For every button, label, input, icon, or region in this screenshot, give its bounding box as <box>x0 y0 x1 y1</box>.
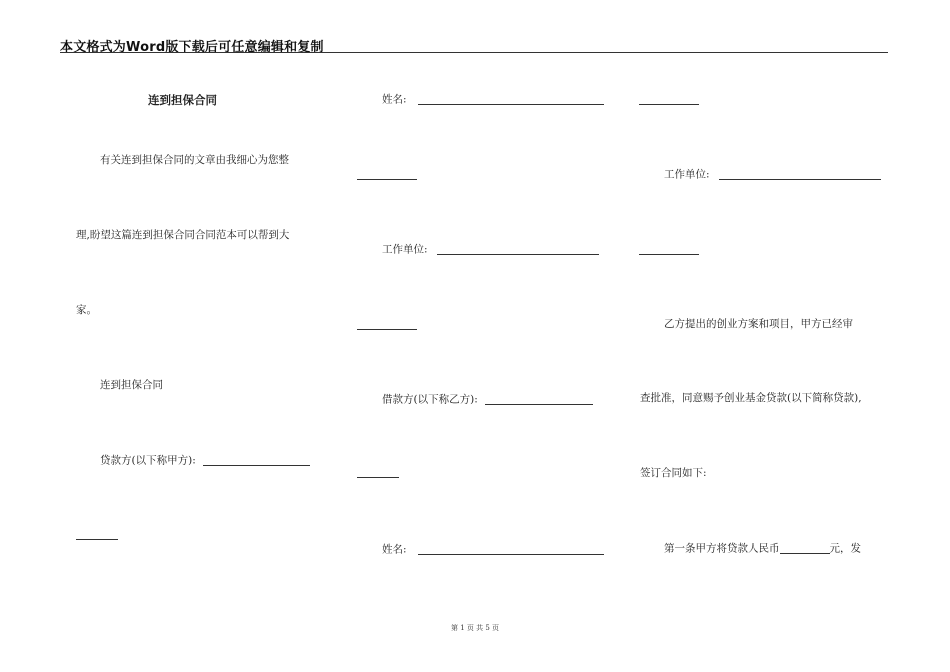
work-unit-field-1 <box>382 244 599 255</box>
lender-blank <box>203 455 310 466</box>
para-line-1: 乙方提出的创业方案和项目，甲方已经审 <box>664 318 853 330</box>
borrower-blank <box>485 394 593 405</box>
borrower-label: 借款方(以下称乙方): <box>382 393 478 406</box>
work-unit-blank-1 <box>437 244 599 255</box>
name-label-1: 姓名: <box>382 93 407 106</box>
intro-line-1: 有关连到担保合同的文章由我细心为您整 <box>100 154 289 166</box>
borrower-field <box>382 394 593 405</box>
name-continuation-blank-1 <box>357 179 417 180</box>
clause-1 <box>664 543 861 554</box>
name-continuation-blank-2 <box>639 104 699 105</box>
name-blank-2 <box>418 544 604 555</box>
para-line-2: 查批准，同意赐予创业基金贷款(以下简称贷款), <box>640 392 862 404</box>
lender-field <box>100 455 310 466</box>
work-unit-continuation-blank-1 <box>357 329 417 330</box>
work-unit-field-2 <box>664 169 881 180</box>
clause-1-text-a: 第一条甲方将贷款人民币 <box>664 542 780 555</box>
work-unit-label-2: 工作单位: <box>664 168 710 181</box>
contract-subtitle: 连到担保合同 <box>100 379 163 391</box>
name-field-2 <box>382 544 604 555</box>
header-rule <box>60 52 888 53</box>
name-label-2: 姓名: <box>382 543 407 556</box>
clause-1-text-b: 元，发 <box>829 542 861 555</box>
loan-amount-blank <box>780 543 830 554</box>
para-line-3: 签订合同如下: <box>640 467 707 479</box>
page-footer: 第 1 页 共 5 页 <box>450 624 500 632</box>
intro-line-3: 家。 <box>76 304 97 316</box>
document-header: 本文格式为Word版下载后可任意编辑和复制 <box>60 40 324 55</box>
work-unit-label-1: 工作单位: <box>382 243 428 256</box>
lender-continuation-blank <box>76 539 118 540</box>
name-blank-1 <box>418 94 604 105</box>
borrower-continuation-blank <box>357 477 399 478</box>
work-unit-continuation-blank-2 <box>639 254 699 255</box>
name-field-1 <box>382 94 604 105</box>
lender-label: 贷款方(以下称甲方): <box>100 454 196 467</box>
intro-line-2: 理,盼望这篇连到担保合同合同范本可以帮到大 <box>76 229 290 241</box>
document-title: 连到担保合同 <box>148 93 217 107</box>
work-unit-blank-2 <box>719 169 881 180</box>
